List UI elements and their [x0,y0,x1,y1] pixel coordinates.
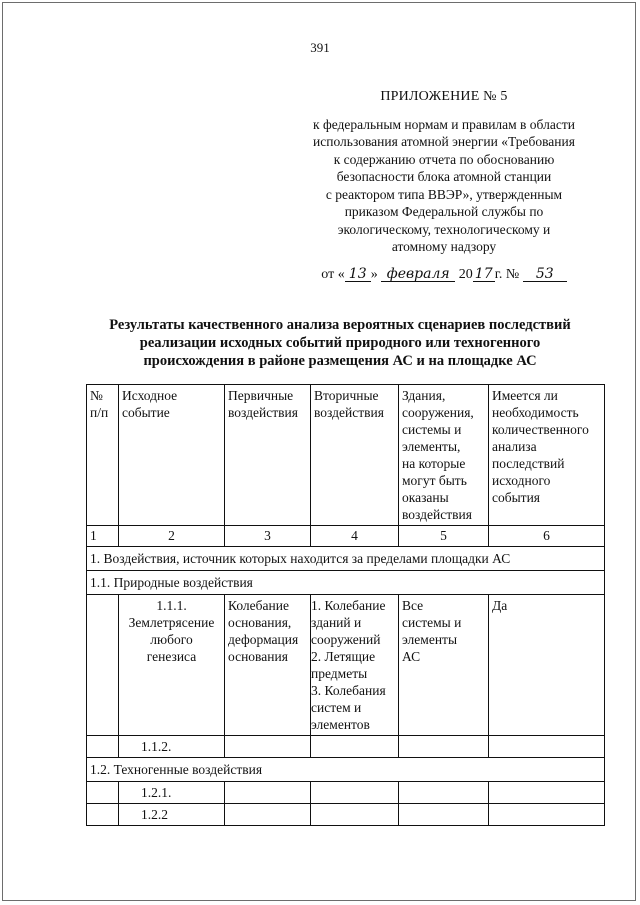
cell-line: сооружения, [402,405,474,420]
cell-line: № [90,388,103,403]
table-cell-empty [225,782,311,804]
cell-line: 1. Колебание [311,598,386,613]
cell-line: сооружений [311,632,381,647]
column-number-cell: 6 [489,526,605,547]
results-table [86,384,605,826]
appendix-block [270,88,618,283]
cell-line: оказаны [402,490,449,505]
table-cell-empty [489,736,605,758]
header-cell-primary [225,385,311,526]
table-cell-empty [489,782,605,804]
cell-line: количественного [492,422,589,437]
column-number-cell: 3 [225,526,311,547]
cell-line: элементы [402,632,458,647]
appendix-line: приказом Федеральной службы по [344,204,544,219]
cell-line: 3. Колебания [311,683,386,698]
cell-line: генезиса [146,649,197,664]
cell-line: воздействия [228,405,298,420]
table-cell-objects [399,595,489,736]
table-cell-need: Да [489,595,605,736]
header-cell-need [489,385,605,526]
subsection-heading: 1.1. Природные воздействия [87,571,605,595]
table-cell-empty [87,736,119,758]
document-title [80,316,600,370]
appendix-line: использования атомной энергии «Требования [313,134,575,149]
table-cell-empty [399,804,489,826]
table-cell-empty [399,782,489,804]
header-cell-event [119,385,225,526]
cell-line: систем и [311,700,362,715]
cell-line: необходимость [492,405,579,420]
appendix-line: атомному надзору [391,239,497,254]
cell-line: последствий [492,456,565,471]
table-cell-primary [225,595,311,736]
page-number: 391 [310,40,330,55]
table-cell-empty [311,736,399,758]
cell-line: элементов [311,717,370,732]
cell-line: Исходное [122,388,178,403]
subsection-heading: 1.2. Техногенные воздействия [87,758,605,782]
cell-line: Колебание [228,598,289,613]
cell-line: системы и [402,615,462,630]
table-row [87,782,605,804]
cell-line: Здания, [402,388,446,403]
decree-year-suffix: г. № [494,266,520,282]
cell-line: предметы [311,666,368,681]
header-cell-secondary [311,385,399,526]
table-cell-event [119,595,225,736]
table-cell-empty [225,804,311,826]
table-cell-event: 1.2.1. [119,782,225,804]
table-row [87,595,605,736]
cell-line: события [492,490,541,505]
column-number-cell: 5 [399,526,489,547]
cell-line: 1.1.1. [156,598,187,613]
header-cell-number [87,385,119,526]
table-cell-empty [489,804,605,826]
decree-number-handwritten: 53 [523,267,567,282]
column-number-cell: 1 [87,526,119,547]
cell-line: Вторичные [314,388,379,403]
table-cell-event: 1.2.2 [119,804,225,826]
cell-line: основания [228,649,288,664]
cell-line: основания, [228,615,292,630]
cell-line: Имеется ли [492,388,558,403]
cell-line: Все [402,598,424,613]
cell-line: Землетрясение [128,615,215,630]
decree-day-close: » [370,266,378,282]
cell-line: воздействия [314,405,384,420]
table-row [87,736,605,758]
table-cell-empty [311,782,399,804]
cell-line: элементы, [402,439,461,454]
table-cell-empty [87,782,119,804]
table-cell-event: 1.1.2. [119,736,225,758]
cell-line: исходного [492,473,551,488]
column-number-cell: 4 [311,526,399,547]
section-row [87,547,605,571]
decree-line [270,266,618,284]
cell-line: деформация [228,632,299,647]
section-row [87,571,605,595]
appendix-line: с реактором типа ВВЭР», утвержденным [325,186,563,202]
table-row [87,804,605,826]
cell-line: зданий и [311,615,362,630]
cell-line: событие [122,405,170,420]
title-line: Результаты качественного анализа вероятных сценариев последствий [109,317,571,333]
header-cell-objects [399,385,489,526]
cell-line: любого [150,632,193,647]
appendix-line: к содержанию отчета по обоснованию [333,151,555,167]
column-number-cell: 2 [119,526,225,547]
cell-line: анализа [492,439,537,454]
table-cell-empty [399,736,489,758]
cell-line: воздействия [402,507,472,522]
table-cell-secondary [311,595,399,736]
appendix-text [270,116,618,256]
appendix-line: к федеральным нормам и правилам в области [313,116,575,132]
decree-month-handwritten: февраля [381,267,455,282]
cell-line: п/п [90,405,109,420]
cell-line: на которые [402,456,466,471]
table-header-row [87,385,605,526]
table-cell-empty [225,736,311,758]
cell-line: могут быть [402,473,467,488]
appendix-line: безопасности блока атомной станции [336,169,552,184]
decree-day-handwritten: 13 [345,267,371,282]
decree-year-prefix: 20 [458,266,473,282]
section-row [87,758,605,782]
table-cell-empty [87,804,119,826]
appendix-line: экологическому, технологическому и [337,221,551,237]
column-number-row [87,526,605,547]
title-line: происхождения в районе размещения АС и на площадке АС [143,353,537,369]
table-cell-empty [87,595,119,736]
section-heading: 1. Воздействия, источник которых находится за пределами площадки АС [87,547,605,571]
decree-prefix: от « [321,266,345,282]
cell-line: 2. Летящие [311,649,376,664]
table-cell-empty [311,804,399,826]
title-line: реализации исходных событий природного или техногенного [139,335,541,351]
cell-line: АС [402,649,421,664]
cell-line: системы и [402,422,462,437]
decree-year-handwritten: 17 [473,267,495,282]
cell-line: Первичные [228,388,294,403]
appendix-title: ПРИЛОЖЕНИЕ № 5 [380,89,508,104]
